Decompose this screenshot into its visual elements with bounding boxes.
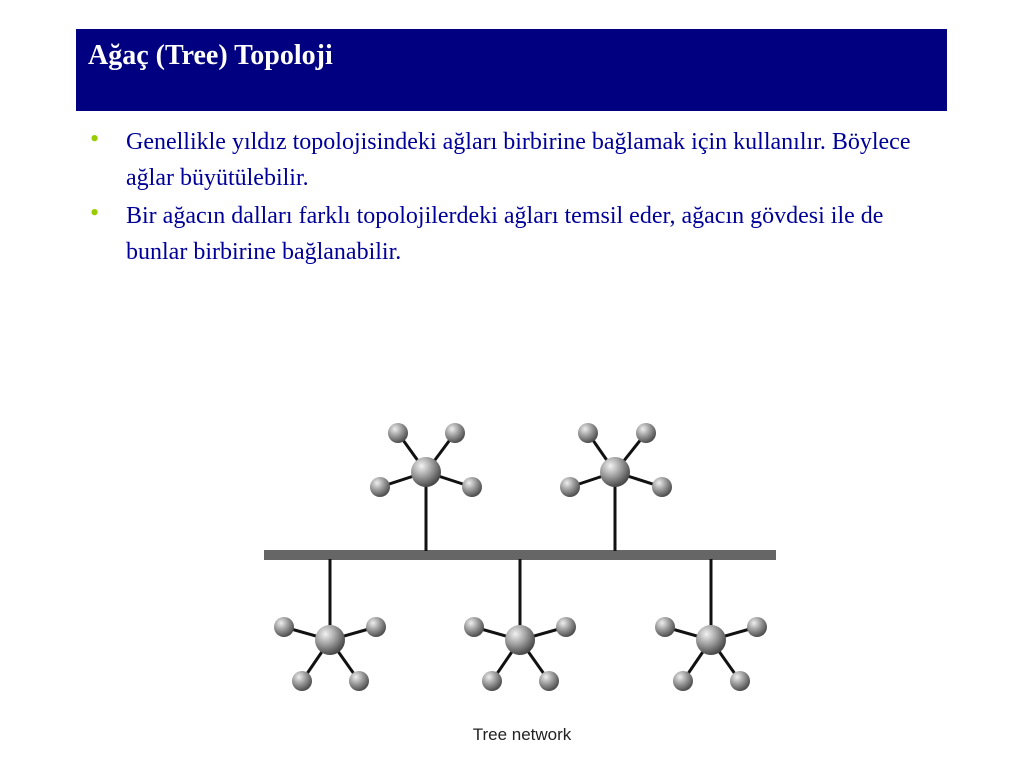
leaf-node [388, 423, 408, 443]
bullet-text: Genellikle yıldız topolojisindeki ağları birbirine bağlamak için kullanılır. Böylece ağlar büyütülebilir. [126, 129, 911, 191]
leaf-node [482, 671, 502, 691]
leaf-node [366, 617, 386, 637]
leaf-node [462, 477, 482, 497]
star-cluster [370, 423, 482, 497]
star-cluster [464, 617, 576, 691]
hub-node [696, 625, 726, 655]
leaf-node [655, 617, 675, 637]
star-cluster [655, 617, 767, 691]
diagram-caption: Tree network [472, 725, 572, 744]
bullet-dot-icon: • [90, 124, 100, 153]
bullet-dot-icon: • [90, 198, 100, 227]
leaf-node [445, 423, 465, 443]
leaf-node [673, 671, 693, 691]
leaf-node [652, 477, 672, 497]
leaf-node [636, 423, 656, 443]
bullet-text: Bir ağacın dalları farklı topolojilerdeki ağları temsil eder, ağacın gövdesi ile de bunlar birbirine bağlanabilir. [126, 203, 884, 265]
star-cluster [274, 617, 386, 691]
leaf-node [464, 617, 484, 637]
leaf-node [578, 423, 598, 443]
backbone-bus [264, 550, 776, 560]
leaf-node [274, 617, 294, 637]
leaf-node [556, 617, 576, 637]
hub-node [505, 625, 535, 655]
leaf-node [730, 671, 750, 691]
leaf-node [539, 671, 559, 691]
star-cluster [560, 423, 672, 497]
slide-title: Ağaç (Tree) Topoloji [88, 40, 333, 71]
hub-node [600, 457, 630, 487]
leaf-node [747, 617, 767, 637]
leaf-node [292, 671, 312, 691]
hub-node [315, 625, 345, 655]
leaf-node [560, 477, 580, 497]
leaf-node [349, 671, 369, 691]
leaf-node [370, 477, 390, 497]
hub-node [411, 457, 441, 487]
